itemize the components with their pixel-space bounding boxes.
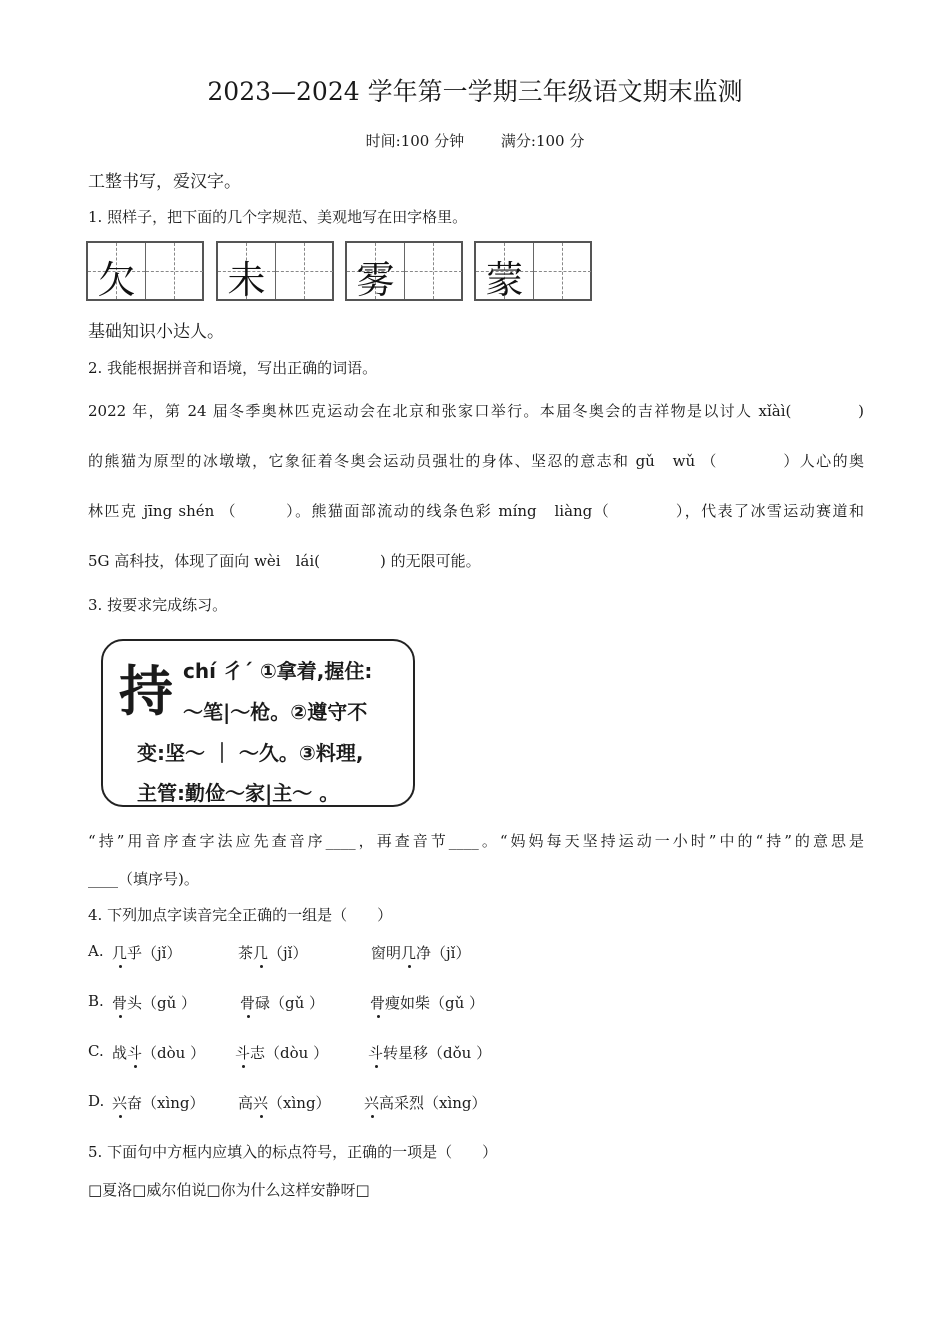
exam-info (0, 130, 950, 151)
question-2: 2. 我能根据拼音和语境，写出正确的词语。 (88, 359, 378, 377)
option-label[interactable]: B. (88, 992, 104, 1010)
tianzige-grid-row (86, 241, 596, 303)
dictionary-line: 变:坚～ ｜ ～久。③料理, (137, 741, 364, 765)
sample-character: 欠 (97, 258, 136, 302)
dictionary-line: ～笔|～枪。②遵守不 (183, 700, 368, 724)
sample-character: 未 (227, 258, 266, 302)
sample-character: 雾 (356, 258, 395, 302)
question-5: 5. 下面句中方框内应填入的标点符号，正确的一项是（ ） (88, 1143, 498, 1161)
option-word: 斗志（dòu ） (235, 1044, 329, 1062)
option-word: 窗明几净（jǐ） (371, 944, 471, 962)
question-4-options (88, 942, 788, 1132)
section-heading-basics: 基础知识小达人。 (88, 322, 224, 342)
tianzige-box (345, 241, 463, 301)
option-word: 几乎（jǐ） (112, 944, 182, 962)
page-title: 2023—2024 学年第一学期三年级语文期末监测 (207, 77, 743, 106)
option-word: 骨瘦如柴（gǔ ） (370, 994, 485, 1012)
grid-cell-sample (88, 243, 145, 302)
option-word: 战斗（dòu ） (112, 1044, 206, 1062)
option-label[interactable]: A. (88, 942, 104, 960)
tianzige-box (216, 241, 334, 301)
section-heading-writing: 工整书写，爱汉字。 (88, 172, 241, 192)
passage-line: 林匹克 jīng shén （ ）。熊猫面部流动的线条色彩 míng liàng（ ），代表了冰雪运动赛道和 (88, 502, 864, 520)
option-word: 斗转星移（dǒu ） (368, 1044, 492, 1062)
option-label[interactable]: C. (88, 1042, 104, 1060)
sample-character: 蒙 (485, 258, 524, 302)
grid-cell-blank[interactable] (275, 243, 333, 299)
grid-cell-blank[interactable] (533, 243, 591, 299)
dictionary-line: chí 彳´ ①拿着,握住: (183, 659, 373, 683)
passage-line: 2022 年，第 24 届冬季奥林匹克运动会在北京和张家口举行。本届冬奥会的吉祥物是以讨人 xǐàì( ) (88, 402, 864, 420)
question-1: 1. 照样子，把下面的几个字规范、美观地写在田字格里。 (88, 208, 468, 226)
exam-time: 时间:100 分钟 (365, 132, 465, 150)
tianzige-box (86, 241, 204, 301)
grid-cell-blank[interactable] (404, 243, 462, 299)
option-word: 高兴（xìng） (238, 1094, 331, 1112)
grid-cell-sample (476, 243, 533, 302)
dictionary-entry-box (101, 639, 415, 807)
passage-line: 的熊猫为原型的冰墩墩，它象征着冬奥会运动员强壮的身体、坚忍的意志和 gǔ wǔ （ ）人心的奥 (88, 452, 864, 470)
grid-cell-sample (347, 243, 404, 302)
dictionary-line: 主管:勤俭～家|主～ 。 (137, 781, 340, 805)
passage-line: 5G 高科技，体现了面向 wèi lái( ) 的无限可能。 (88, 552, 481, 570)
exam-score: 满分:100 分 (500, 132, 585, 150)
tianzige-box (474, 241, 592, 301)
option-word: 骨头（gǔ ） (112, 994, 197, 1012)
option-word: 兴高采烈（xìng） (364, 1094, 487, 1112)
question-3-text: ____（填序号)。 (88, 870, 199, 888)
question-3-text: “持”用音序查字法应先查音序____，再查音节____。“妈妈每天坚持运动一小时”中的“持”的意思是 (88, 832, 864, 850)
grid-cell-blank[interactable] (145, 243, 203, 299)
option-word: 茶几（jǐ） (238, 944, 308, 962)
option-word: 骨碌（gǔ ） (240, 994, 325, 1012)
question-4: 4. 下列加点字读音完全正确的一组是（ ） (88, 906, 393, 924)
question-5-sentence: □夏洛□威尔伯说□你为什么这样安静呀□ (88, 1181, 370, 1199)
option-word: 兴奋（xìng） (112, 1094, 205, 1112)
option-label[interactable]: D. (88, 1092, 105, 1110)
grid-cell-sample (218, 243, 275, 302)
question-3: 3. 按要求完成练习。 (88, 596, 228, 614)
dictionary-headword: 持 (119, 660, 173, 723)
